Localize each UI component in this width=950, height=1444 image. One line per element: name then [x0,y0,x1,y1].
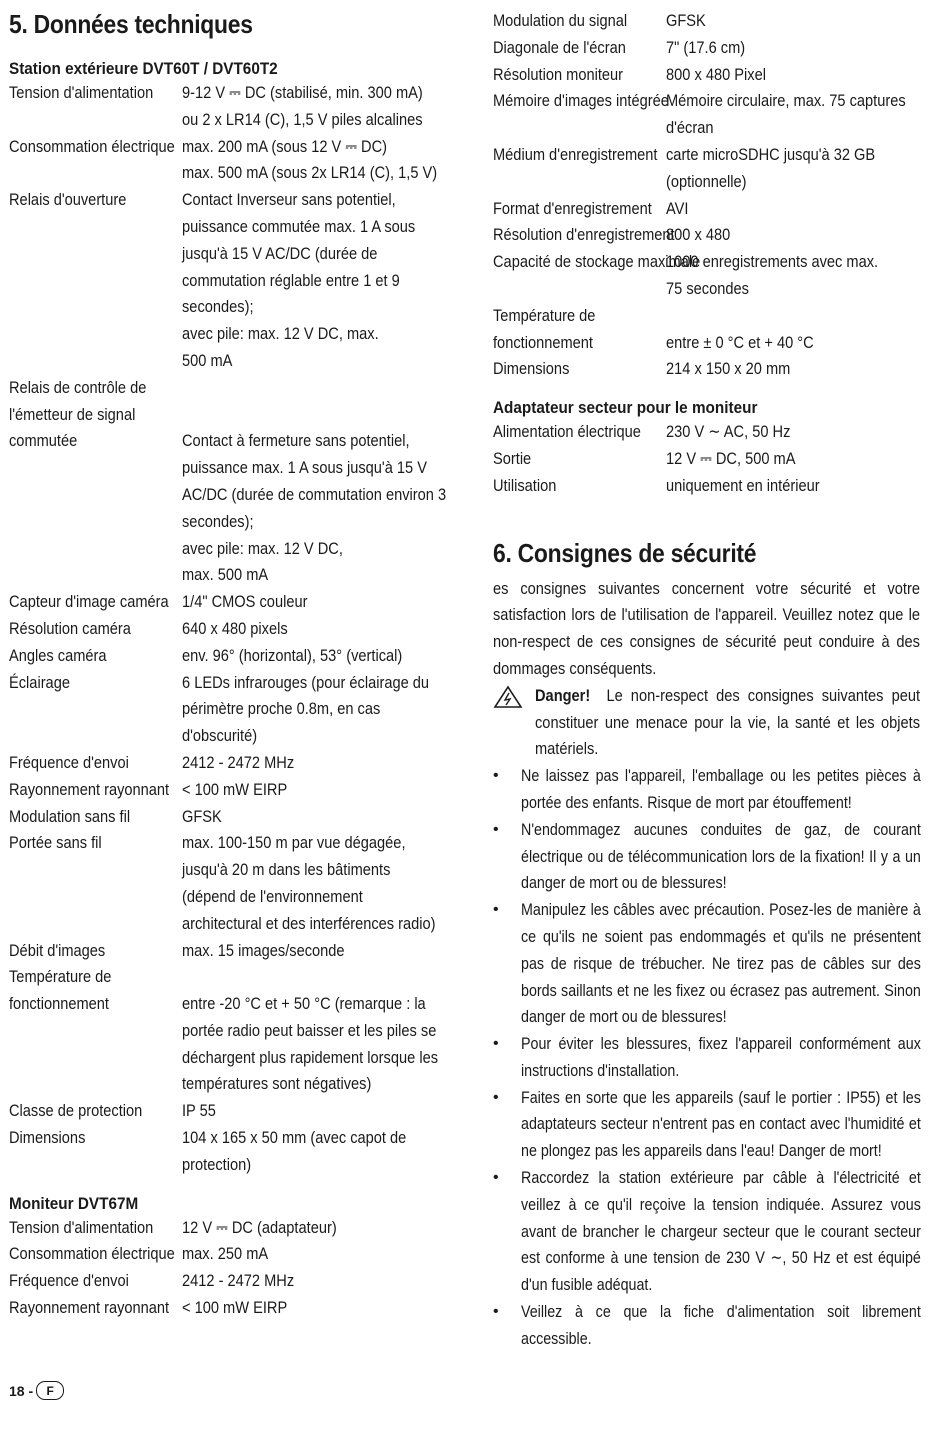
safety-bullet [493,1165,921,1299]
spec-label: Angles caméra [9,645,107,665]
danger-label: Danger! [535,685,591,705]
spec-value: puissance max. 1 A sous jusqu'à 15 V [182,458,427,478]
spec-label [9,482,158,509]
spec-row [493,249,921,276]
bullet-dot-icon: • [493,1169,499,1187]
bullet-dot-icon: • [493,1303,499,1321]
spec-row [9,402,449,429]
spec-row [493,276,921,303]
spec-label: Consommation électrique [9,136,175,156]
spec-value: 1000 enregistrements avec max. [666,252,879,272]
spec-label: Format d'enregistrement [493,198,652,218]
spec-label: fonctionnement [9,994,109,1014]
bullet-dot-icon: • [493,901,499,919]
spec-value: Contact Inverseur sans potentiel, [182,190,396,210]
spec-value: 9-12 V ⎓ DC (stabilisé, min. 300 mA) [182,83,423,102]
spec-value: max. 100-150 m par vue dégagée, [182,833,406,853]
spec-row [9,750,449,777]
safety-bullet [493,1031,921,1085]
spec-label: Résolution caméra [9,618,131,638]
safety-bullet [493,897,921,1031]
spec-value: AVI [666,198,689,218]
spec-value: max. 500 mA (sous 2x LR14 (C), 1,5 V) [182,163,438,183]
spec-value: entre ± 0 °C et + 40 °C [666,332,814,352]
spec-value: 2412 - 2472 MHz [182,1271,295,1291]
spec-row [493,8,921,35]
spec-value: températures sont négatives) [182,1074,372,1094]
bullet-dot-icon: • [493,1088,499,1106]
spec-value: max. 500 mA [182,565,269,585]
monitor-spec-table [9,1215,449,1322]
bullet-dot-icon: • [493,1035,499,1053]
spec-label [9,214,158,241]
spec-label: Médium d'enregistrement [493,144,658,164]
spec-row [9,1215,449,1242]
spec-value: 104 x 165 x 50 mm (avec capot de [182,1128,407,1148]
spec-value: GFSK [666,11,706,30]
spec-row [493,196,921,223]
spec-row [9,134,449,161]
spec-value: 1/4" CMOS couleur [182,592,308,612]
spec-row [9,1241,449,1268]
safety-bullet [493,817,921,897]
spec-row [9,884,449,911]
spec-label [9,696,158,723]
spec-label: Relais de contrôle de [9,377,147,397]
safety-bullet [493,763,921,817]
spec-value: max. 15 images/seconde [182,940,345,960]
spec-row [493,356,921,383]
spec-row [9,1125,449,1152]
spec-row [493,330,921,357]
bullet-dot-icon: • [493,767,499,785]
spec-label [9,911,158,938]
danger-notice [493,683,921,763]
spec-row [9,804,449,831]
spec-value: d'obscurité) [182,726,258,746]
spec-label: Résolution moniteur [493,64,624,84]
spec-row [9,1152,449,1179]
spec-row [9,375,449,402]
spec-label [9,455,158,482]
spec-label: Classe de protection [9,1101,143,1121]
spec-value: ou 2 x LR14 (C), 1,5 V piles alcalines [182,109,423,129]
spec-label [9,160,158,187]
spec-value: 230 V ∼ AC, 50 Hz [666,422,791,442]
spec-label [9,723,158,750]
spec-label [9,536,158,563]
spec-row [9,482,449,509]
right-column [493,0,921,1353]
warning-triangle-icon [493,683,535,763]
spec-row [9,294,449,321]
spec-row [9,321,449,348]
spec-row [9,616,449,643]
spec-value: secondes); [182,297,254,317]
safety-bullet-list [493,763,921,1353]
spec-value: carte microSDHC jusqu'à 32 GB [666,144,876,164]
spec-row [9,1268,449,1295]
spec-label [9,107,158,134]
spec-label: Capacité de stockage maximale [493,252,701,272]
spec-row [9,830,449,857]
spec-value: avec pile: max. 12 V DC, [182,538,343,558]
spec-label [9,562,158,589]
spec-label: Consommation électrique [9,1244,175,1264]
spec-value: Contact à fermeture sans potentiel, [182,431,410,451]
spec-label [493,276,642,303]
spec-value: GFSK [182,806,222,826]
spec-row [9,214,449,241]
spec-row [9,670,449,697]
spec-row [9,348,449,375]
spec-value: uniquement en intérieur [666,475,820,495]
spec-row [9,723,449,750]
spec-label: Modulation sans fil [9,806,131,826]
spec-label [9,1045,158,1072]
spec-row [493,446,921,473]
spec-value: < 100 mW EIRP [182,779,288,799]
outdoor-spec-table [9,80,449,1179]
safety-bullet-text: Raccordez la station extérieure par câble à l'électricité et veillez à ce qu'il reçoive la tension indiquée. Assurez vous avant de brancher le chargeur secteur que le courant secteur est conforme à une tension de 230 V ∼, 50 Hz et est équipé d'un fusible adéquat. [521,1168,921,1295]
spec-row [9,241,449,268]
spec-label [9,884,158,911]
spec-label [493,115,642,142]
spec-label: Tension d'alimentation [9,1217,154,1237]
spec-value: 800 x 480 [666,225,731,245]
spec-value: portée radio peut baisser et les piles se [182,1020,437,1040]
spec-label [9,241,158,268]
spec-value: env. 96° (horizontal), 53° (vertical) [182,645,403,665]
spec-row [9,964,449,991]
safety-bullet [493,1299,921,1353]
spec-row [9,80,449,107]
spec-label: Modulation du signal [493,11,628,30]
spec-label: Rayonnement rayonnant [9,1298,170,1318]
left-column [9,0,449,1322]
spec-label: Tension d'alimentation [9,83,154,102]
spec-label: Rayonnement rayonnant [9,779,170,799]
spec-value: secondes); [182,511,254,531]
spec-value: 12 V ⎓ DC, 500 mA [666,448,796,468]
spec-value: Mémoire circulaire, max. 75 captures [666,91,906,111]
spec-value: 800 x 480 Pixel [666,64,766,84]
spec-label: Température de [9,967,112,987]
danger-text: Le non-respect des consignes suivantes peut constituer une menace pour la vie, la santé et les objets matériels. [535,685,921,759]
safety-bullet-text: Faites en sorte que les appareils (sauf le portier : IP55) et les adaptateurs secteur n'entrent pas en contact avec l'humidité et ne plongez pas les appareils dans l'eau! Danger de mort! [521,1087,921,1161]
spec-value: 214 x 150 x 20 mm [666,359,791,379]
spec-row [9,187,449,214]
section-5-title: 5. Données techniques [9,9,253,39]
bullet-dot-icon: • [493,820,499,838]
spec-value: périmètre proche 0.8m, en cas [182,699,381,719]
spec-row [9,938,449,965]
spec-value: architectural et des interférences radio) [182,913,436,933]
spec-row [9,455,449,482]
spec-row [9,777,449,804]
spec-label [9,268,158,295]
spec-row [9,643,449,670]
spec-value: < 100 mW EIRP [182,1298,288,1318]
spec-row [9,268,449,295]
spec-value: 12 V ⎓ DC (adaptateur) [182,1217,337,1237]
spec-label: Portée sans fil [9,833,102,853]
spec-label: Alimentation électrique [493,422,641,442]
spec-row [9,1018,449,1045]
spec-value: d'écran [666,118,714,138]
spec-row [493,222,921,249]
spec-value: avec pile: max. 12 V DC, max. [182,324,379,344]
spec-value: jusqu'à 20 m dans les bâtiments [182,860,391,880]
spec-row [9,107,449,134]
spec-label: Utilisation [493,475,557,495]
spec-row [9,696,449,723]
spec-row [9,911,449,938]
safety-bullet-text: Ne laissez pas l'appareil, l'emballage ou les petites pièces à portée des enfants. Risque de mort par étouffement! [521,766,921,812]
page-footer [9,1381,64,1400]
safety-bullet-text: Manipulez les câbles avec précaution. Posez-les de manière à ce qu'ils ne soient pas endommagés et qu'ils ne présentent pas de risque de trébucher. Ne tirez pas de câbles sur des bords saillants et ne les fixez ou écrasez pas autrement. Sinon danger de mort ou de blessures! [521,900,921,1027]
spec-label: Débit d'images [9,940,106,960]
spec-value: 6 LEDs infrarouges (pour éclairage du [182,672,430,692]
adapter-spec-table [493,419,921,499]
spec-row [9,160,449,187]
spec-row [493,473,921,500]
page-number: 18 - [9,1382,34,1399]
spec-value: 2412 - 2472 MHz [182,752,295,772]
spec-row [9,536,449,563]
spec-value: 500 mA [182,350,233,370]
spec-label [9,294,158,321]
spec-value: 75 secondes [666,278,749,298]
spec-row [493,142,921,169]
spec-label: Diagonale de l'écran [493,37,626,57]
spec-row [493,88,921,115]
spec-value: (optionnelle) [666,171,747,191]
spec-label: Mémoire d'images intégrée [493,91,669,111]
spec-row [493,35,921,62]
spec-row [9,589,449,616]
spec-row [493,419,921,446]
spec-row [9,562,449,589]
spec-row [9,1098,449,1125]
spec-value: entre -20 °C et + 50 °C (remarque : la [182,994,426,1014]
spec-label [9,321,158,348]
section-6-title: 6. Consignes de sécurité [493,537,757,568]
spec-value: jusqu'à 15 V AC/DC (durée de [182,243,378,263]
spec-label [493,169,642,196]
spec-row [9,1295,449,1322]
spec-label: l'émetteur de signal [9,404,136,424]
spec-label: Fréquence d'envoi [9,752,129,772]
spec-value: max. 200 mA (sous 12 V ⎓ DC) [182,136,388,156]
safety-bullet-text: N'endommagez aucunes conduites de gaz, de courant électrique ou de télécommunication lors de la fixation! Il y a un danger de mort ou de blessures! [521,819,921,893]
spec-label [9,1018,158,1045]
spec-row [9,857,449,884]
spec-value: (dépend de l'environnement [182,886,363,906]
spec-label [9,857,158,884]
spec-label [9,348,158,375]
outdoor-station-heading: Station extérieure DVT60T / DVT60T2 [9,59,278,78]
spec-row [9,1045,449,1072]
safety-intro-text: es consignes suivantes concernent votre sécurité et votre satisfaction lors de l'utilisation de l'appareil. Veuillez notez que le non-respect de ces consignes de sécurité peut conduire à des dommages conséquents. [493,578,920,678]
spec-row [9,1071,449,1098]
spec-value: déchargent plus rapidement lorsque les [182,1047,439,1067]
spec-value: commutation réglable entre 1 et 9 [182,270,400,290]
safety-bullet-text: Veillez à ce que la fiche d'alimentation soit librement accessible. [521,1302,921,1348]
spec-value: 640 x 480 pixels [182,618,288,638]
spec-label [9,509,158,536]
spec-label: Résolution d'enregistrement [493,225,675,245]
monitor-heading: Moniteur DVT67M [9,1193,139,1213]
spec-label: Fréquence d'envoi [9,1271,129,1291]
spec-row [493,115,921,142]
spec-row [9,991,449,1018]
spec-value: protection) [182,1154,252,1174]
spec-row [493,303,921,330]
spec-label [9,1152,158,1179]
adapter-heading: Adaptateur secteur pour le moniteur [493,398,758,418]
spec-row [9,509,449,536]
spec-label: Température de [493,305,596,325]
spec-value: AC/DC (durée de commutation environ 3 [182,484,447,504]
safety-bullet [493,1085,921,1165]
safety-bullet-text: Pour éviter les blessures, fixez l'appareil conformément aux instructions d'installation. [521,1034,921,1080]
spec-row [493,169,921,196]
spec-label: commutée [9,431,78,451]
spec-value: 7" (17.6 cm) [666,37,746,57]
spec-label: Dimensions [9,1128,86,1148]
spec-value: max. 250 mA [182,1244,269,1264]
spec-label: Sortie [493,448,532,468]
safety-intro [493,576,921,683]
spec-label [9,1071,158,1098]
spec-label: fonctionnement [493,332,593,352]
spec-value: puissance commutée max. 1 A sous [182,216,416,236]
language-badge: F [36,1381,64,1400]
spec-label: Dimensions [493,359,570,379]
spec-row [493,62,921,89]
spec-label: Éclairage [9,672,70,692]
spec-label: Capteur d'image caméra [9,592,169,612]
monitor-spec-table-continued [493,8,921,383]
spec-value: IP 55 [182,1101,216,1121]
spec-row [9,428,449,455]
spec-label: Relais d'ouverture [9,190,127,210]
